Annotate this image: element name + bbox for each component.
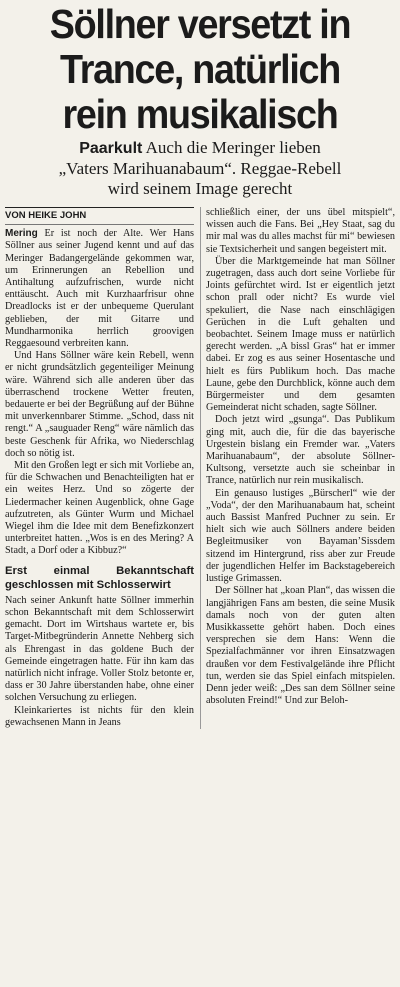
column-right xyxy=(206,207,395,729)
paragraph: Und Hans Söllner wäre kein Rebell, wenn er nicht grundsätzlich gegenteiliger Meinung wäre. Während sich alle anderen über das überraschend trockene Wetter freuten, bedauerte er bei der Begrüßung auf der Bühne mit unverkennbarer Stimme. „Schod, dass nit rengt.“ A „sauguader Reng“ wäre nämlich das beste Geschenk für Afrika, wo Niederschlag doch so nötig ist. xyxy=(5,350,194,459)
paragraph: Mit den Großen legt er sich mit Vorliebe an, für die Schwachen und Benachteiligten hat er ein weites Herz. Und so zögerte der Liedermacher keinen Augenblick, ohne Gage aufzutreten, als Günter Wurm und Michael Wiegel ihm die Idee mit dem Benefizkonzert unterbreitet hatten. „Wos is en des Mering? A Stadt, a Dorf oder a Kibbuz?“ xyxy=(5,460,194,557)
paragraph: Kleinkariertes ist nichts für den klein gewachsenen Mann in Jeans xyxy=(5,704,194,728)
deck-kicker: Paarkult xyxy=(79,140,143,157)
headline-line-1: Söllner versetzt in xyxy=(49,1,351,47)
column-divider xyxy=(200,207,201,729)
article-body xyxy=(5,207,395,729)
column-left xyxy=(5,207,194,729)
paragraph: schließlich einer, der uns übel mitspielt“, wissen auch die Fans. Bei „Hey Staat, sag du mir mal was du alles machst für mi“ bewiesen sie Textsicherheit und sangen begeistert mit. xyxy=(206,207,395,255)
paragraph: Nach seiner Ankunft hatte Söllner immerhin schon Bekanntschaft mit dem Schlosserwirt gemacht. Dort im Wirtshaus wartete er, bis Target-Mitbegründerin Annette Nehberg sich als Ehrengast in das goldene Buch der Gemeinde eingetragen hatte. Für ihn kam das natürlich nicht infrage. Voller Stolz betonte er, dass er 30 Jahre überstanden habe, ohne einer solchen Versuchung zu erliegen. xyxy=(5,594,194,704)
deck-line-2: „Vaters Marihuanabaum“. Reggae-Rebell xyxy=(58,159,342,178)
headline-line-3: rein musikalisch xyxy=(62,91,338,137)
headline xyxy=(21,2,380,137)
headline-line-2: Trance, natürlich xyxy=(60,46,340,92)
deck-line-1: Auch die Meringer lieben xyxy=(142,138,321,157)
newspaper-page xyxy=(0,2,400,987)
paragraph: Über die Marktgemeinde hat man Söllner zugetragen, dass auch dort seine Vorliebe für Joints gefürchtet wird. Ist er eigentlich jetzt schon prall oder nicht? Es wurde viel spekuliert, die Nase nach einschlägigen Gerüchen in die Luft gehalten und beobachtet. Seinem Image muss er natürlich gerecht werden. „A bissl Gras“ hat er immer dabei. Er zog es aus seiner Hosentasche und hielt es fürs Publikum hoch. Das mache Laune, gebe den Durchblick, könne auch dem Bürgermeister und dem gesamten Gemeinderat nicht schaden, sagte Söllner. xyxy=(206,255,395,414)
subheading: Erst einmal Bekanntschaft geschlossen mit Schlosserwirt xyxy=(5,564,194,591)
paragraph: Doch jetzt wird „gsunga“. Das Publikum ging mit, auch die, für die das bayerische Urgestein bislang ein Fremder war. „Vaters Marihuanabaum“, der absolute Söllner-Kultsong, versetzte auch sie scheinbar in Trance, natürlich nur rein musikalisch. xyxy=(206,414,395,487)
paragraph-text: Er ist noch der Alte. Wer Hans Söllner aus seiner Jugend kennt und auf das Meringer Badangergelände gekommen war, um Erinnerungen an Rebellion und Antihaltung aufzufrischen, wurde nicht enttäuscht. Auch mit Kurzhaarfrisur ohne Dreadlocks ist er der unbequeme Querulant geblieben, der mit Gitarre und Mundharmonika herrlich groovigen Reggaesound verbreiten kann. xyxy=(5,228,194,350)
byline: VON HEIKE JOHN xyxy=(5,207,194,225)
paragraph: Ein genauso lustiges „Bürscherl“ wie der „Voda“, der den Marihuanabaum hat, scheint auch Bassist Manfred Puchner zu sein. Er hielt sich wie auch Söllners andere beiden Begleitmusiker von Bayaman’Sissdem sitzend im Hintergrund, riss aber zur Freude der jugendlichen Helfer im Backstagebereich lustige Grimassen. xyxy=(206,487,395,585)
deck-line-3: wird seinem Image gerecht xyxy=(107,179,293,198)
paragraph xyxy=(5,228,194,350)
paragraph: Der Söllner hat „koan Plan“, das wissen die langjährigen Fans am besten, die seine Musik damals noch von der guten alten Musikkassette gehört haben. Doch eines versprechen sie dem Hans: Wenn die Spezialfachmänner vor ihren Einsatzwagen draußen vor dem Festivalgelände ihre Pflicht tun, werden sie das Spiel einfach mitspielen. Denn jeder weiß: „Des san dem Söllner seine absoluten Freind!“ Und zur Beloh- xyxy=(206,585,395,707)
subheadline-deck xyxy=(5,138,395,199)
dateline: Mering xyxy=(5,228,38,240)
